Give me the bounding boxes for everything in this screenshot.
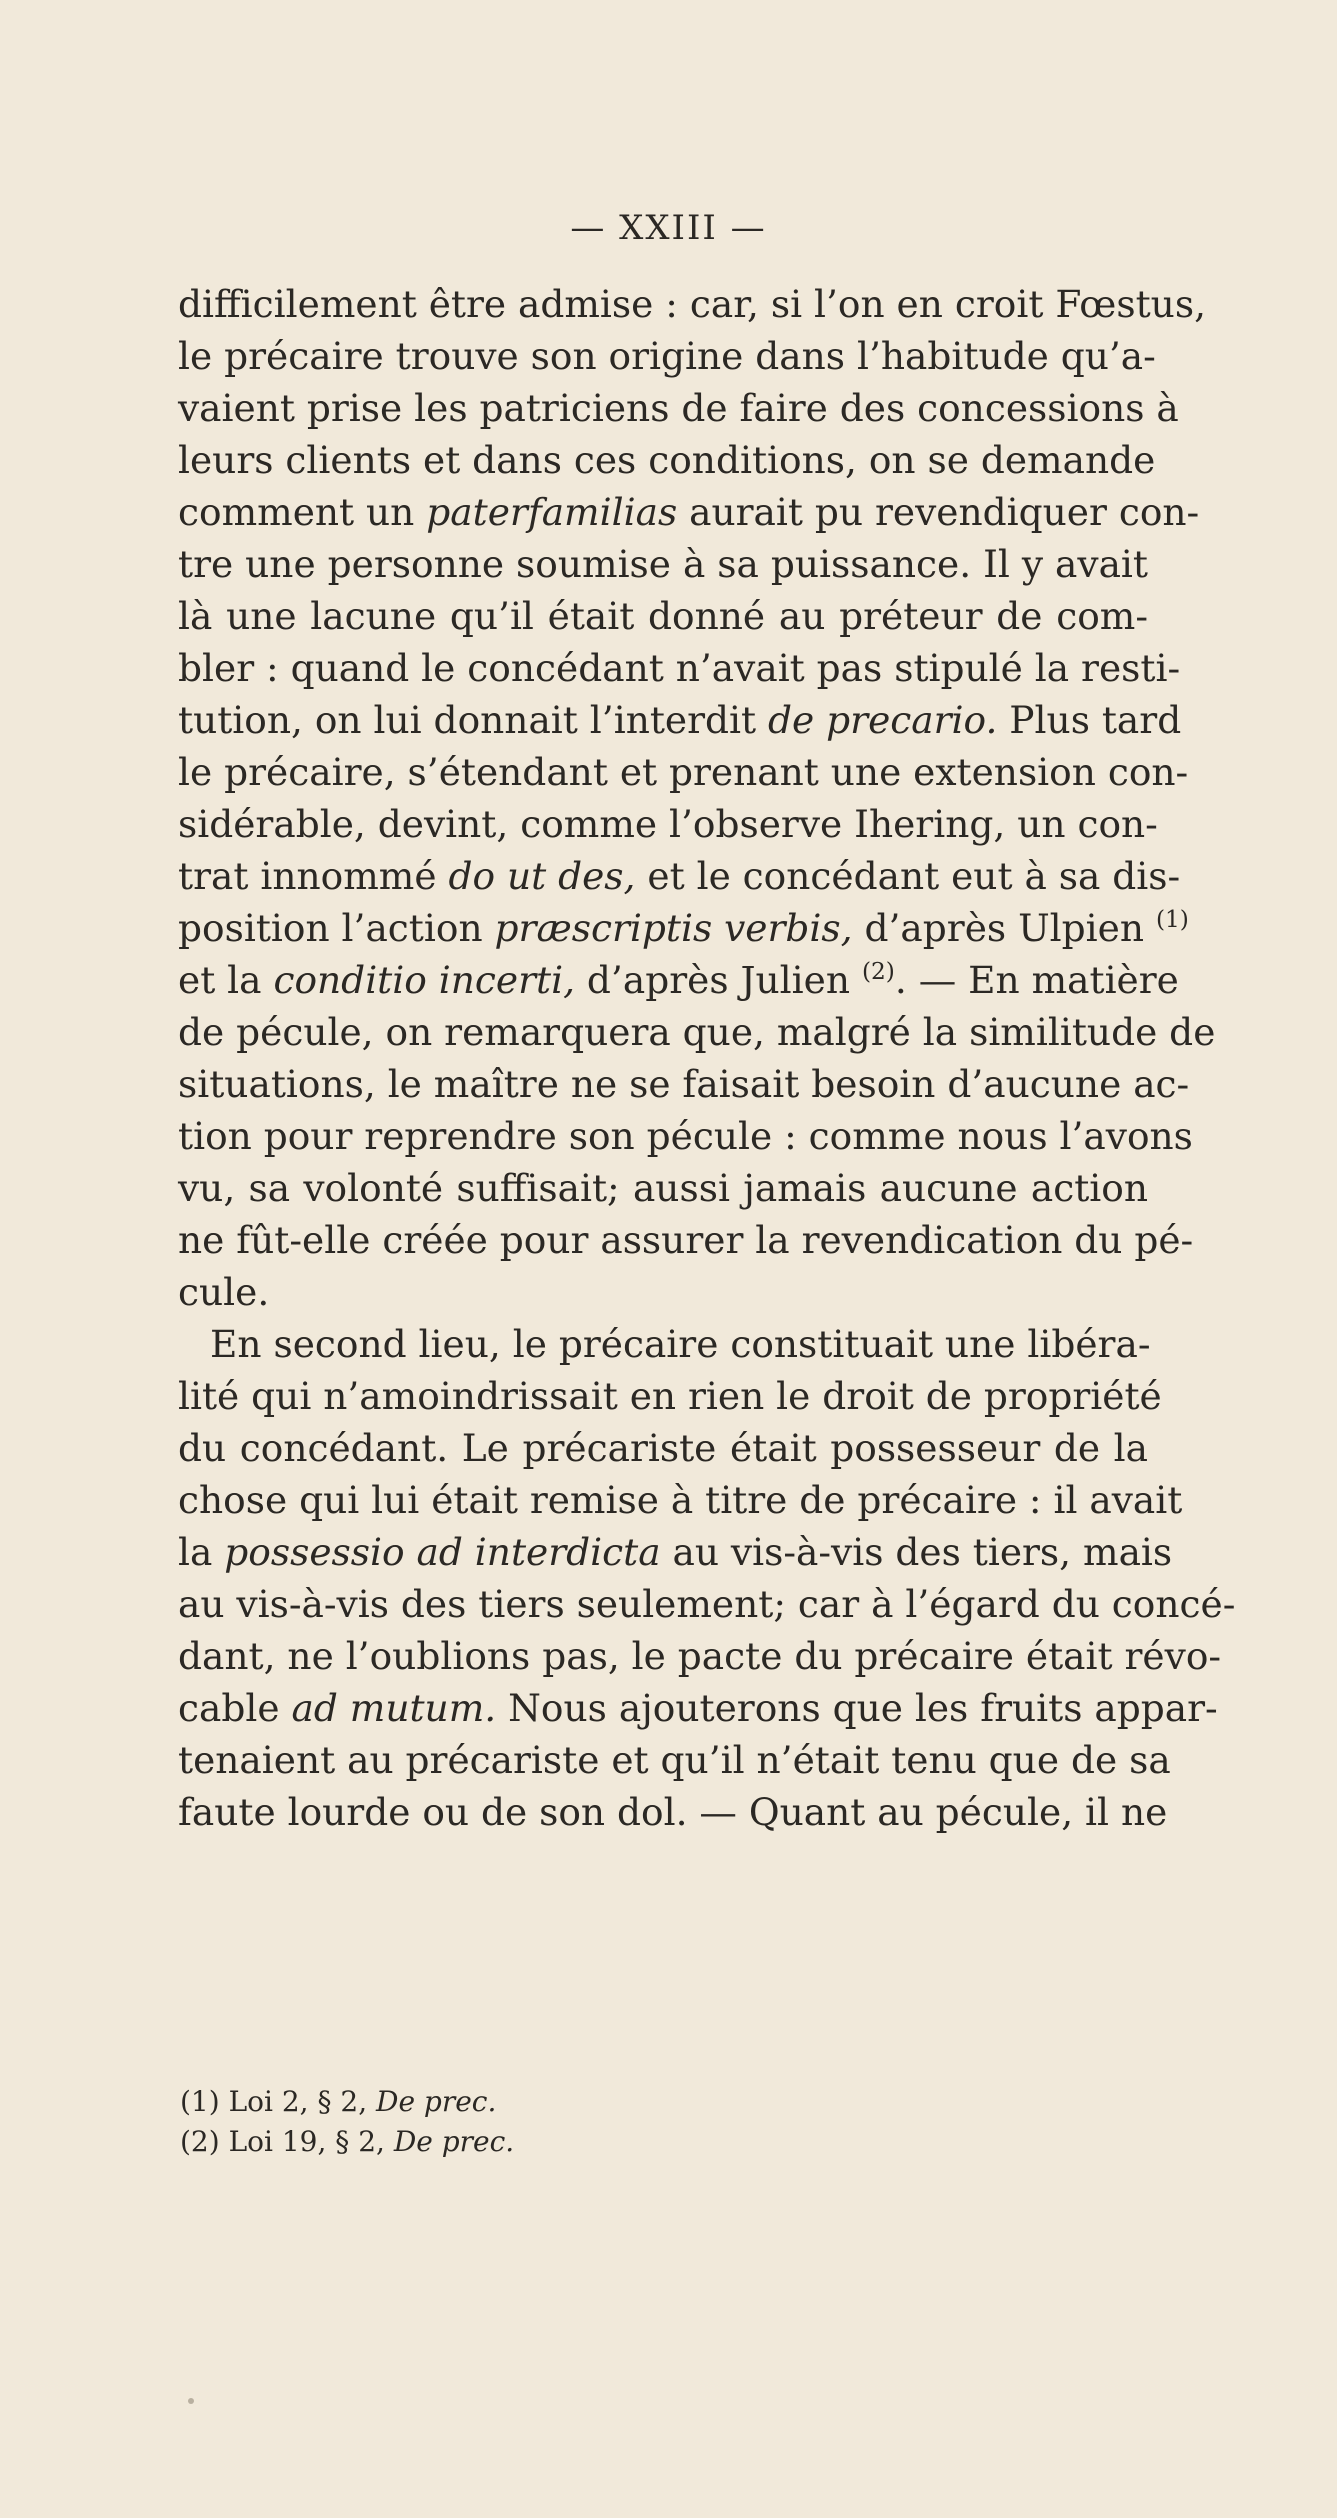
text-run: le précaire, s’étendant et prenant une extension con- <box>178 750 1189 794</box>
text-run: chose qui lui était remise à titre de précaire : il avait <box>178 1478 1183 1522</box>
text-line <box>178 1214 1194 1266</box>
text-line <box>178 902 1189 954</box>
text-run: dant, ne l’oublions pas, le pacte du précaire était révo- <box>178 1634 1222 1678</box>
text-line <box>178 434 1156 486</box>
italic-text: conditio incerti, <box>273 958 575 1002</box>
italic-text: possessio ad interdicta <box>224 1530 661 1574</box>
text-line <box>178 850 1181 902</box>
text-line <box>178 1058 1190 1110</box>
text-line <box>178 278 1206 330</box>
text-run: cable <box>178 1686 292 1730</box>
text-line <box>178 538 1148 590</box>
text-line <box>178 1734 1171 1786</box>
footnotes <box>180 2082 1080 2162</box>
footnote <box>180 2082 1080 2122</box>
text-run: lité qui n’amoindrissait en rien le droit de propriété <box>178 1374 1162 1418</box>
text-run: tion pour reprendre son pécule : comme nous l’avons <box>178 1114 1193 1158</box>
text-run: et la <box>178 958 274 1002</box>
text-run: comment un <box>178 490 427 534</box>
text-run: leurs clients et dans ces conditions, on se demande <box>178 438 1156 482</box>
text-line <box>178 1422 1148 1474</box>
text-line <box>178 1578 1236 1630</box>
text-run: tution, on lui donnait l’interdit <box>178 698 769 742</box>
text-run: . — En matière <box>894 958 1179 1002</box>
text-run: au vis-à-vis des tiers seulement; car à l’égard du concé- <box>178 1582 1236 1626</box>
text-line <box>178 798 1158 850</box>
text-line <box>178 1370 1162 1422</box>
text-line <box>178 330 1156 382</box>
text-run: cule. <box>178 1270 270 1314</box>
text-run: (1) Loi 2, § 2, <box>180 2085 376 2118</box>
text-line <box>178 1266 1148 1318</box>
text-run: d’après Ulpien <box>852 906 1156 950</box>
page-number-header: — XXIII — <box>570 208 767 248</box>
italic-text: De prec. <box>376 2085 497 2118</box>
text-line <box>178 1006 1216 1058</box>
text-line <box>178 590 1148 642</box>
text-run: de pécule, on remarquera que, malgré la similitude de <box>178 1010 1216 1054</box>
text-run: Plus tard <box>997 698 1182 742</box>
italic-text: de precario. <box>768 698 998 742</box>
text-run: faute lourde ou de son dol. — Quant au pécule, il ne <box>178 1790 1168 1834</box>
text-run: le précaire trouve son origine dans l’habitude qu’a- <box>178 334 1156 378</box>
body-text <box>178 278 1236 1838</box>
text-line <box>178 1630 1222 1682</box>
italic-text: ad mutum. <box>291 1686 497 1730</box>
text-run: trat innommé <box>178 854 449 898</box>
text-run: tre une personne soumise à sa puissance. Il y avait <box>178 542 1148 586</box>
text-line <box>178 642 1181 694</box>
text-line <box>178 694 1182 746</box>
text-line <box>178 746 1189 798</box>
footnote-reference: (2) <box>861 958 895 986</box>
text-line <box>178 1110 1193 1162</box>
italic-text: De prec. <box>393 2125 515 2158</box>
text-run: là une lacune qu’il était donné au préteur de com- <box>178 594 1148 638</box>
text-line <box>178 1474 1183 1526</box>
text-run: du concédant. Le précariste était possesseur de la <box>178 1426 1148 1470</box>
text-run: sidérable, devint, comme l’observe Ihering, un con- <box>178 802 1158 846</box>
text-run: aurait pu revendiquer con- <box>677 490 1200 534</box>
footnote <box>180 2122 1080 2162</box>
text-run: En second lieu, le précaire constituait une libéra- <box>210 1322 1151 1366</box>
text-run: vu, sa volonté suffisait; aussi jamais aucune action <box>178 1166 1148 1210</box>
text-line <box>178 1162 1148 1214</box>
text-line <box>178 1682 1218 1734</box>
italic-text: do ut des, <box>448 854 636 898</box>
text-line <box>178 1526 1173 1578</box>
text-run: difficilement être admise : car, si l’on en croit Fœstus, <box>178 282 1206 326</box>
text-line <box>178 1318 1151 1370</box>
text-run: d’après Julien <box>575 958 862 1002</box>
text-run: et le concédant eut à sa dis- <box>635 854 1181 898</box>
italic-text: paterfamilias <box>426 490 678 534</box>
text-line <box>178 1786 1168 1838</box>
footnote-reference: (1) <box>1155 906 1189 934</box>
text-line <box>178 382 1179 434</box>
text-run: position l’action <box>178 906 495 950</box>
text-run: tenaient au précariste et qu’il n’était tenu que de sa <box>178 1738 1171 1782</box>
text-run: vaient prise les patriciens de faire des concessions à <box>178 386 1179 430</box>
text-line <box>178 954 1179 1006</box>
text-run: la <box>178 1530 225 1574</box>
text-run: ne fût-elle créée pour assurer la revendication du pé- <box>178 1218 1194 1262</box>
text-run: bler : quand le concédant n’avait pas stipulé la resti- <box>178 646 1181 690</box>
italic-text: præscriptis verbis, <box>494 906 853 950</box>
paper-speck <box>188 2398 194 2404</box>
text-line <box>178 486 1200 538</box>
text-run: Nous ajouterons que les fruits appar- <box>496 1686 1218 1730</box>
text-run: situations, le maître ne se faisait besoin d’aucune ac- <box>178 1062 1190 1106</box>
text-run: au vis-à-vis des tiers, mais <box>660 1530 1173 1574</box>
text-run: (2) Loi 19, § 2, <box>180 2125 394 2158</box>
